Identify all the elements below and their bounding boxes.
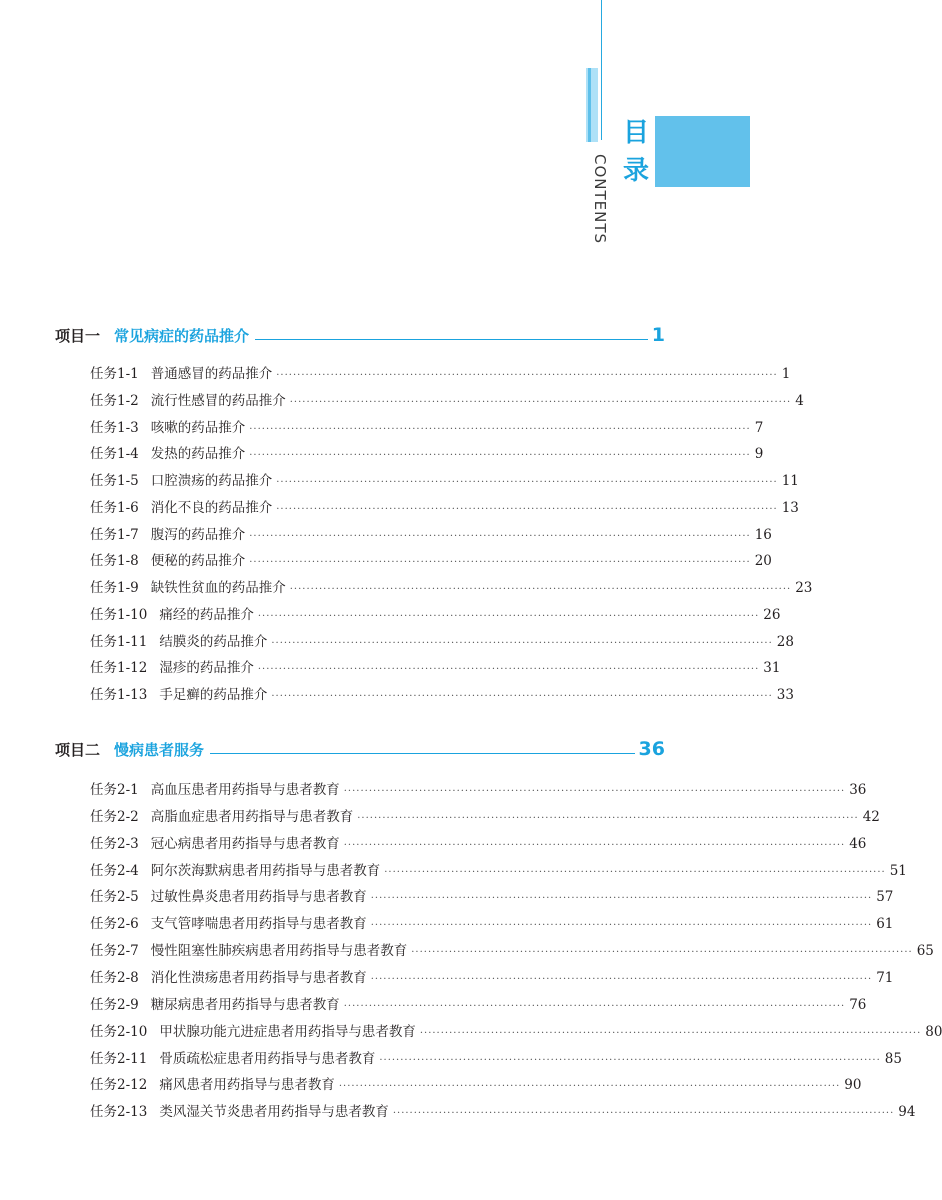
- dot-leader: ························································································································: [257, 664, 760, 676]
- project-rule: [255, 339, 648, 340]
- toc-entry-title: 结膜炎的药品推介: [159, 633, 268, 650]
- toc-entry[interactable]: [90, 523, 772, 545]
- toc-entry[interactable]: [90, 389, 804, 411]
- dot-leader: ························································································································: [343, 1000, 846, 1012]
- toc-entry-label: 任务1-11: [90, 633, 148, 650]
- toc-entry[interactable]: [90, 966, 894, 988]
- toc-entry-title: 支气管哮喘患者用药指导与患者教育: [150, 916, 367, 933]
- toc-entry-label: 任务2-7: [90, 943, 139, 960]
- toc-entry-label: 任务2-1: [90, 782, 139, 798]
- toc-entry[interactable]: [90, 912, 894, 934]
- dot-leader: ························································································································: [276, 503, 778, 515]
- dot-leader: ························································································································: [379, 1054, 881, 1066]
- toc-entry-label: 任务2-4: [90, 862, 139, 879]
- dot-leader: ························································································································: [276, 477, 778, 488]
- toc-entry-label: 任务1-7: [90, 526, 139, 543]
- dot-leader: ························································································································: [370, 920, 873, 932]
- toc-entry-page: 13: [781, 499, 799, 516]
- toc-entry-page: 90: [844, 1077, 862, 1094]
- toc-entry-label: 任务2-9: [90, 996, 139, 1013]
- toc-entry-page: 46: [849, 835, 867, 852]
- toc-entry-title: 咳嗽的药品推介: [150, 419, 246, 436]
- dot-leader: ························································································································: [271, 637, 773, 649]
- project-label: 项目一: [55, 327, 101, 345]
- project-title: 常见病症的药品推介: [114, 327, 250, 345]
- toc-entry[interactable]: [90, 362, 791, 384]
- toc-entry[interactable]: [90, 630, 794, 652]
- toc-entry-title: 缺铁性贫血的药品推介: [150, 580, 286, 596]
- project-label: 项目二: [55, 741, 101, 759]
- toc-entry[interactable]: [90, 1047, 902, 1069]
- toc-entry-page: 23: [795, 580, 813, 596]
- toc-entry-label: 任务2-2: [90, 808, 139, 825]
- toc-entry-label: 任务2-8: [90, 969, 139, 986]
- toc-entry-label: 任务1-10: [90, 606, 148, 623]
- toc-entry-title: 高血压患者用药指导与患者教育: [150, 782, 340, 798]
- toc-entry-page: 16: [754, 526, 772, 543]
- toc-entry-title: 冠心病患者用药指导与患者教育: [150, 835, 340, 852]
- toc-entry-page: 36: [849, 782, 867, 798]
- contents-title-char-2: 录: [622, 156, 649, 186]
- toc-entry-title: 甲状腺功能亢进症患者用药指导与患者教育: [159, 1023, 416, 1040]
- toc-entry-label: 任务2-13: [90, 1104, 148, 1121]
- dot-leader: ························································································································: [384, 866, 886, 878]
- project-heading[interactable]: [55, 320, 665, 346]
- toc-entry-title: 普通感冒的药品推介: [150, 366, 273, 382]
- toc-entry-label: 任务2-5: [90, 889, 139, 906]
- contents-title-char-1: 目: [622, 118, 649, 148]
- toc-entry-page: 11: [781, 473, 799, 489]
- toc-entry-page: 94: [898, 1104, 916, 1121]
- dot-leader: ························································································································: [343, 786, 846, 797]
- toc-entry-label: 任务1-12: [90, 660, 148, 677]
- toc-entry-page: 61: [876, 916, 894, 933]
- toc-entry[interactable]: [90, 469, 799, 491]
- toc-entry-page: 85: [884, 1050, 902, 1067]
- contents-title: [621, 114, 651, 190]
- dot-leader: ························································································································: [276, 370, 778, 381]
- toc-entry-label: 任务2-6: [90, 916, 139, 933]
- toc-entry-page: 28: [776, 633, 794, 650]
- toc-entry-page: 51: [889, 862, 907, 879]
- toc-entry-label: 任务1-13: [90, 687, 148, 703]
- toc-entry[interactable]: [90, 576, 813, 598]
- toc-entry[interactable]: [90, 832, 867, 854]
- header-vertical-line: [601, 0, 602, 140]
- header-blue-block: [655, 116, 750, 187]
- toc-entry-title: 发热的药品推介: [150, 446, 246, 463]
- toc-entry[interactable]: [90, 939, 934, 961]
- toc-entry-label: 任务2-12: [90, 1077, 148, 1094]
- toc-entry-label: 任务2-3: [90, 835, 139, 852]
- toc-entry-title: 消化不良的药品推介: [150, 499, 273, 516]
- toc-entry-title: 糖尿病患者用药指导与患者教育: [150, 996, 340, 1013]
- dot-leader: ························································································································: [370, 973, 873, 985]
- header-accent-bar-inner: [588, 68, 591, 142]
- toc-entry-page: 76: [849, 996, 867, 1013]
- dot-leader: ························································································································: [249, 530, 751, 542]
- project-heading[interactable]: [55, 734, 665, 760]
- toc-entry-page: 65: [916, 943, 934, 960]
- dot-leader: ························································································································: [357, 812, 859, 824]
- dot-leader: ························································································································: [249, 557, 751, 569]
- toc-entry-page: 31: [763, 660, 781, 677]
- toc-entry-label: 任务1-3: [90, 419, 139, 436]
- project-page: 1: [651, 324, 665, 346]
- toc-entry-title: 手足癣的药品推介: [159, 687, 268, 703]
- toc-entry-title: 痛经的药品推介: [159, 606, 254, 623]
- project-rule: [210, 753, 635, 754]
- toc-entry-page: 33: [776, 687, 794, 703]
- toc-entry-title: 便秘的药品推介: [150, 553, 246, 570]
- dot-leader: ························································································································: [289, 396, 792, 408]
- toc-entry-title: 类风湿关节炎患者用药指导与患者教育: [159, 1104, 389, 1121]
- toc-entry[interactable]: [90, 549, 772, 571]
- dot-leader: ························································································································: [370, 893, 873, 905]
- toc-entry-title: 过敏性鼻炎患者用药指导与患者教育: [150, 889, 367, 906]
- toc-entry-page: 7: [754, 419, 764, 436]
- toc-entry[interactable]: [90, 656, 781, 678]
- toc-entry-label: 任务2-11: [90, 1050, 148, 1067]
- toc-entry-label: 任务1-2: [90, 392, 139, 409]
- toc-entry-page: 42: [862, 808, 880, 825]
- toc-entry-title: 痛风患者用药指导与患者教育: [159, 1077, 335, 1094]
- dot-leader: ························································································································: [289, 584, 792, 595]
- toc-entry-page: 80: [925, 1023, 942, 1040]
- toc-entry[interactable]: [90, 1073, 862, 1095]
- toc-entry[interactable]: [90, 778, 867, 800]
- toc-entry-page: 71: [876, 969, 894, 986]
- contents-title-english: CONTENTS: [591, 154, 609, 245]
- toc-entry-page: 9: [754, 446, 764, 463]
- dot-leader: ························································································································: [343, 839, 846, 851]
- toc-entry-page: 57: [876, 889, 894, 906]
- toc-entry[interactable]: [90, 603, 781, 625]
- dot-leader: ························································································································: [338, 1081, 841, 1093]
- toc-entry-label: 任务1-5: [90, 473, 139, 489]
- toc-entry[interactable]: [90, 805, 880, 827]
- toc-entry-page: 4: [795, 392, 804, 409]
- toc-entry-title: 慢性阻塞性肺疾病患者用药指导与患者教育: [150, 943, 408, 960]
- toc-entry-label: 任务1-9: [90, 580, 139, 596]
- toc-entry-page: 20: [754, 553, 772, 570]
- project-page: 36: [638, 738, 665, 760]
- dot-leader: ························································································································: [411, 947, 913, 959]
- dot-leader: ························································································································: [249, 450, 751, 462]
- toc-entry[interactable]: [90, 1020, 942, 1042]
- toc-entry[interactable]: [90, 859, 907, 881]
- toc-entry-title: 消化性溃疡患者用药指导与患者教育: [150, 969, 367, 986]
- toc-entry-label: 任务1-4: [90, 446, 139, 463]
- toc-entry-page: 26: [763, 606, 781, 623]
- dot-leader: ························································································································: [249, 423, 751, 435]
- toc-entry[interactable]: [90, 1100, 916, 1122]
- dot-leader: ························································································································: [271, 691, 773, 702]
- toc-entry-title: 流行性感冒的药品推介: [150, 392, 286, 409]
- toc-entry-label: 任务1-6: [90, 499, 139, 516]
- toc-entry-label: 任务2-10: [90, 1023, 148, 1040]
- toc-entry-title: 阿尔茨海默病患者用药指导与患者教育: [150, 862, 381, 879]
- toc-entry-page: 1: [781, 366, 791, 382]
- toc-entry-label: 任务1-1: [90, 366, 139, 382]
- dot-leader: ························································································································: [419, 1027, 922, 1039]
- toc-entry[interactable]: [90, 442, 764, 464]
- toc-entry[interactable]: [90, 993, 867, 1015]
- toc-entry[interactable]: [90, 496, 799, 518]
- toc-entry-label: 任务1-8: [90, 553, 139, 570]
- toc-entry[interactable]: [90, 885, 894, 907]
- toc-entry-title: 骨质疏松症患者用药指导与患者教育: [159, 1050, 376, 1067]
- project-title: 慢病患者服务: [114, 741, 205, 759]
- toc-entry-title: 口腔溃疡的药品推介: [150, 473, 273, 489]
- toc-entry-title: 腹泻的药品推介: [150, 526, 246, 543]
- toc-entry[interactable]: [90, 416, 764, 438]
- toc-entry-title: 湿疹的药品推介: [159, 660, 254, 677]
- toc-entry[interactable]: [90, 683, 794, 705]
- dot-leader: ························································································································: [257, 610, 760, 622]
- toc-entry-title: 高脂血症患者用药指导与患者教育: [150, 808, 354, 825]
- dot-leader: ························································································································: [392, 1108, 895, 1120]
